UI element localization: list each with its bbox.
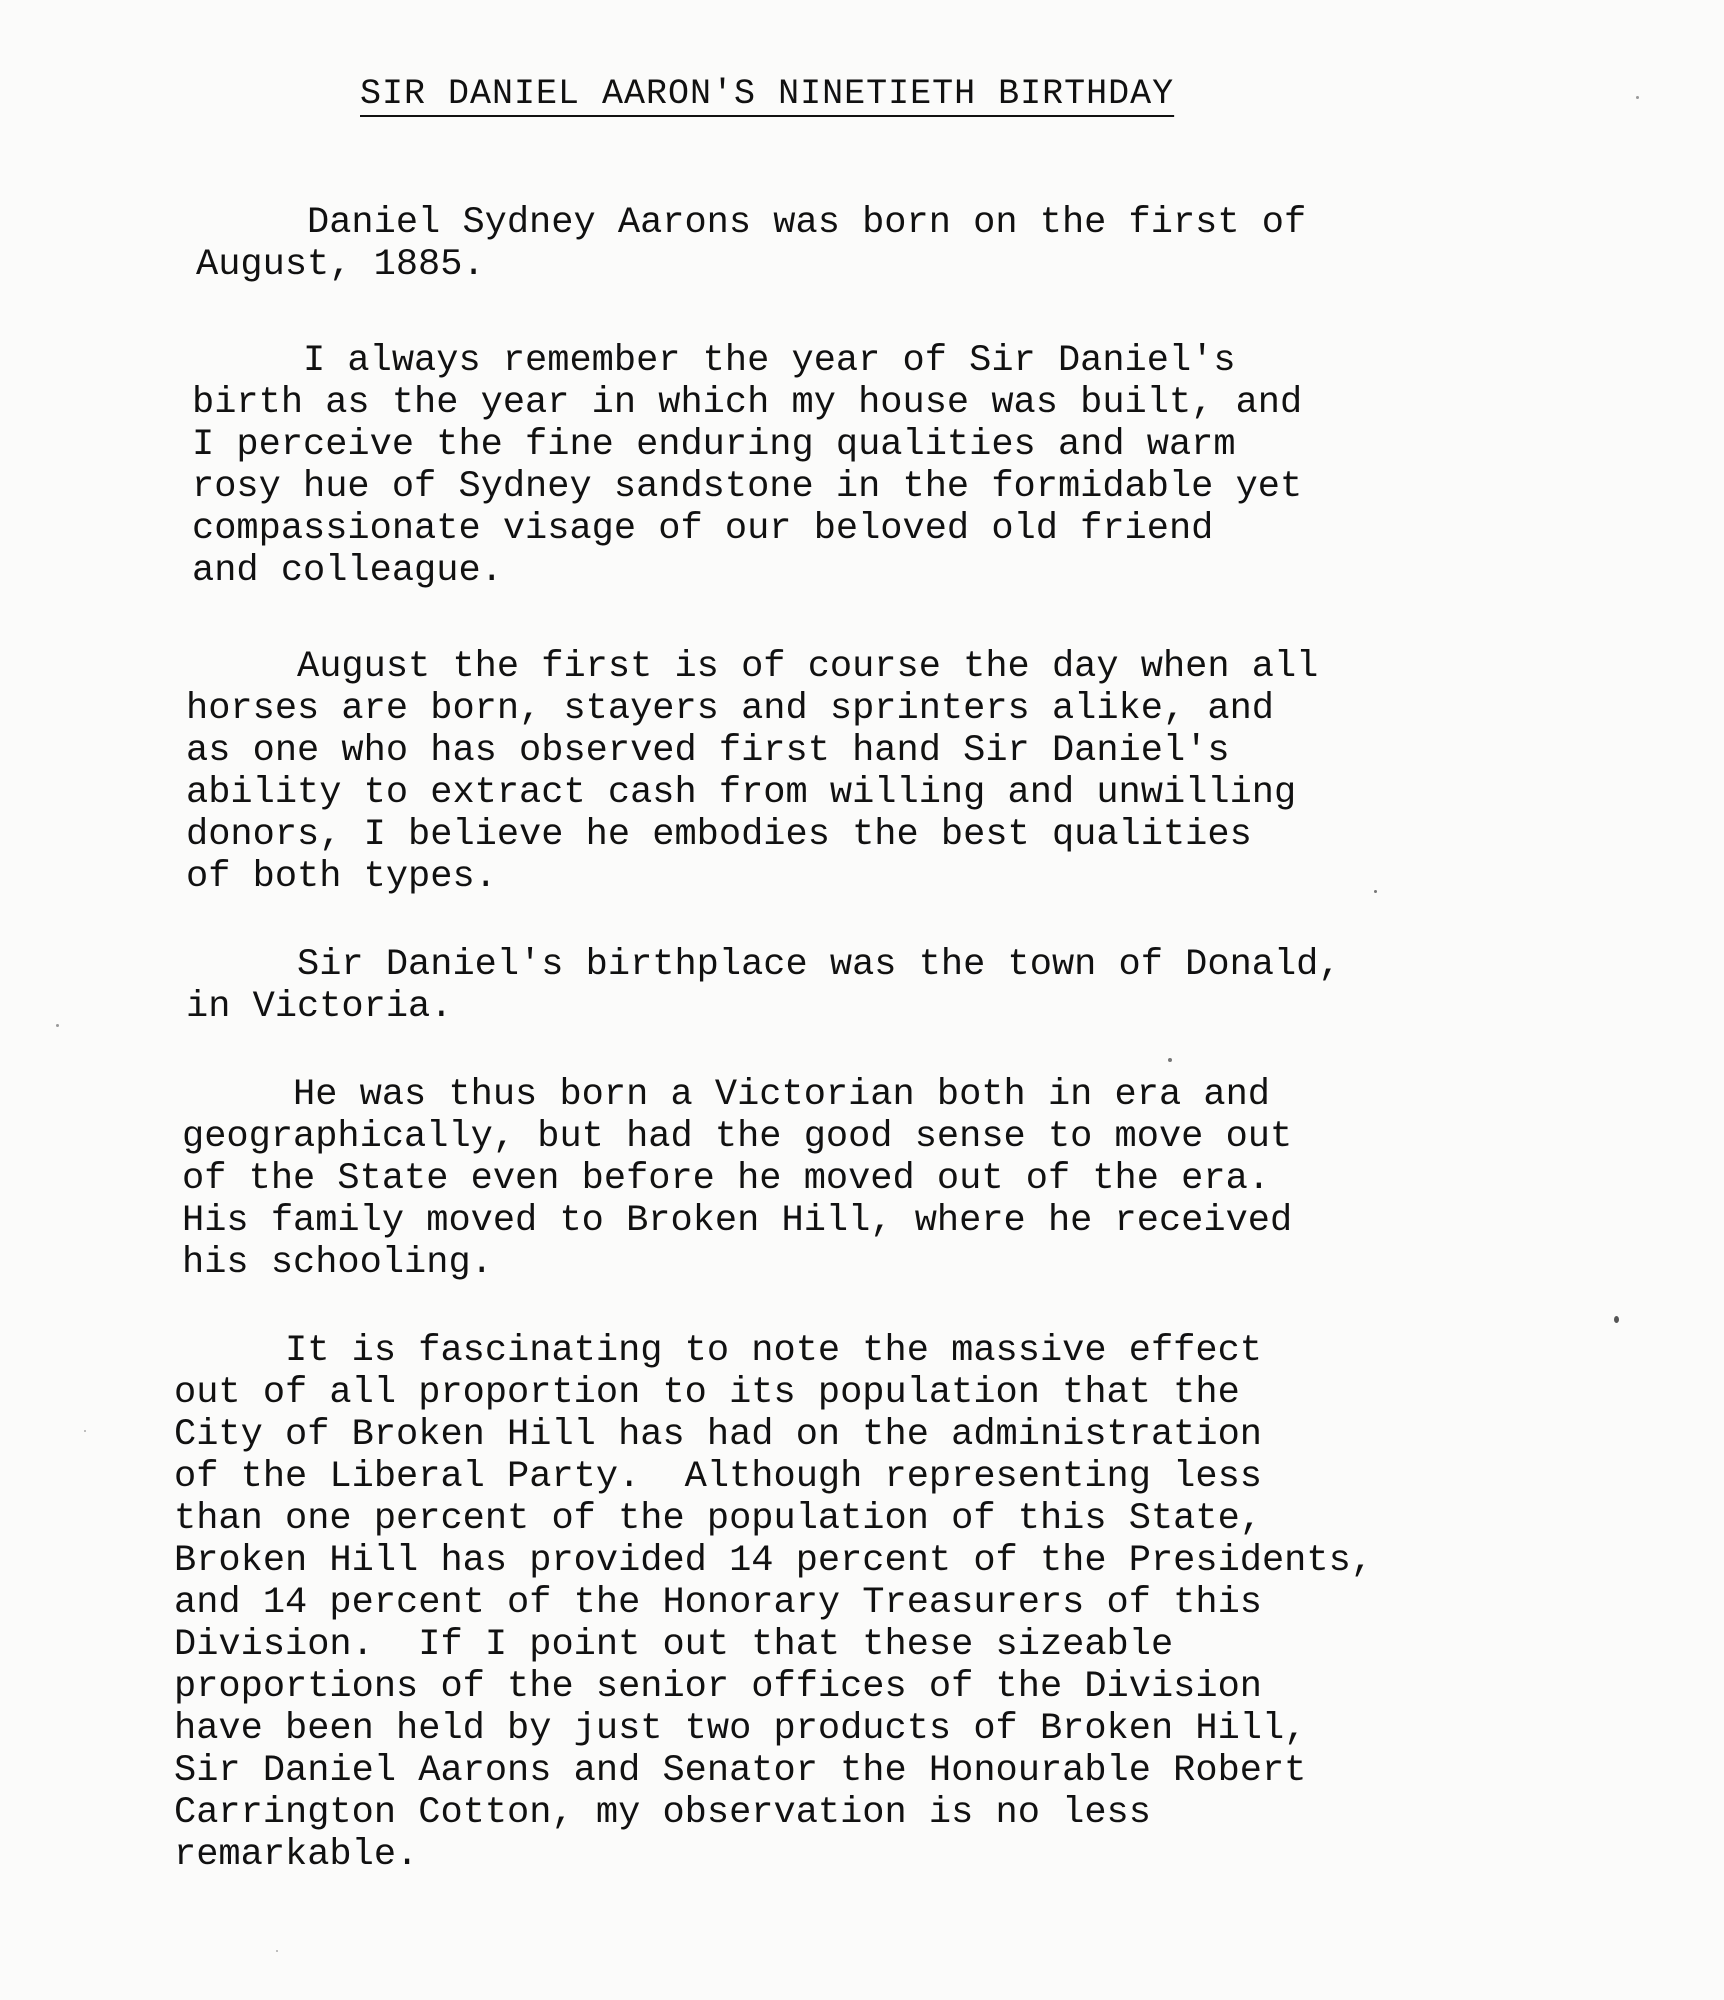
scan-speck <box>276 1950 278 1952</box>
text-line: of both types. <box>186 856 497 898</box>
scan-speck <box>1614 1316 1619 1323</box>
paragraph-broken-hill <box>174 1330 1373 1876</box>
text-line: geographically, but had the good sense to move out <box>182 1116 1293 1158</box>
paragraph-victorian <box>182 1074 1292 1284</box>
text-line: his schooling. <box>182 1242 493 1284</box>
text-line: Carrington Cotton, my observation is no less <box>174 1792 1151 1834</box>
text-line: than one percent of the population of this State, <box>174 1498 1262 1540</box>
scan-speck <box>1168 1058 1172 1062</box>
text-line: birth as the year in which my house was built, and <box>192 382 1303 424</box>
text-line: out of all proportion to its population that the <box>174 1372 1240 1414</box>
paragraph-birthplace <box>186 944 1341 1028</box>
text-line: ability to extract cash from willing and unwilling <box>186 772 1297 814</box>
text-line: Division. If I point out that these sizeable <box>174 1624 1174 1666</box>
text-line: I perceive the fine enduring qualities and warm <box>192 424 1236 466</box>
text-line: August, 1885. <box>196 244 485 286</box>
paragraph-house-built <box>192 340 1302 592</box>
paragraph-horses-born <box>186 646 1318 898</box>
document-title: SIR DANIEL AARON'S NINETIETH BIRTHDAY <box>360 74 1175 114</box>
text-line: rosy hue of Sydney sandstone in the formidable yet <box>192 466 1303 508</box>
text-line: of the Liberal Party. Although representing less <box>174 1456 1262 1498</box>
text-line: Sir Daniel's birthplace was the town of Donald, <box>186 944 1341 986</box>
scan-speck <box>56 1024 59 1027</box>
text-line: horses are born, stayers and sprinters alike, and <box>186 688 1274 730</box>
text-line: compassionate visage of our beloved old friend <box>192 508 1214 550</box>
scan-speck <box>84 1430 86 1432</box>
text-line: Sir Daniel Aarons and Senator the Honourable Robert <box>174 1750 1307 1792</box>
scan-speck <box>1636 96 1639 99</box>
paragraph-birth-date <box>196 202 1306 286</box>
text-line: have been held by just two products of Broken Hill, <box>174 1708 1307 1750</box>
text-line: and colleague. <box>192 550 503 592</box>
text-line: City of Broken Hill has had on the administration <box>174 1414 1262 1456</box>
text-line: as one who has observed first hand Sir Daniel's <box>186 730 1230 772</box>
text-line: His family moved to Broken Hill, where he received <box>182 1200 1293 1242</box>
text-line: Broken Hill has provided 14 percent of the Presidents, <box>174 1540 1373 1582</box>
text-line: remarkable. <box>174 1834 419 1876</box>
text-line: in Victoria. <box>186 986 453 1028</box>
text-line: of the State even before he moved out of the era. <box>182 1158 1270 1200</box>
text-line: Daniel Sydney Aarons was born on the first of <box>196 202 1307 244</box>
scan-speck <box>1374 890 1377 893</box>
text-line: He was thus born a Victorian both in era and <box>182 1074 1270 1116</box>
text-line: donors, I believe he embodies the best qualities <box>186 814 1252 856</box>
text-line: I always remember the year of Sir Daniel's <box>192 340 1236 382</box>
text-line: August the first is of course the day when all <box>186 646 1319 688</box>
text-line: It is fascinating to note the massive effect <box>174 1330 1262 1372</box>
text-line: proportions of the senior offices of the Division <box>174 1666 1262 1708</box>
text-line: and 14 percent of the Honorary Treasurers of this <box>174 1582 1262 1624</box>
